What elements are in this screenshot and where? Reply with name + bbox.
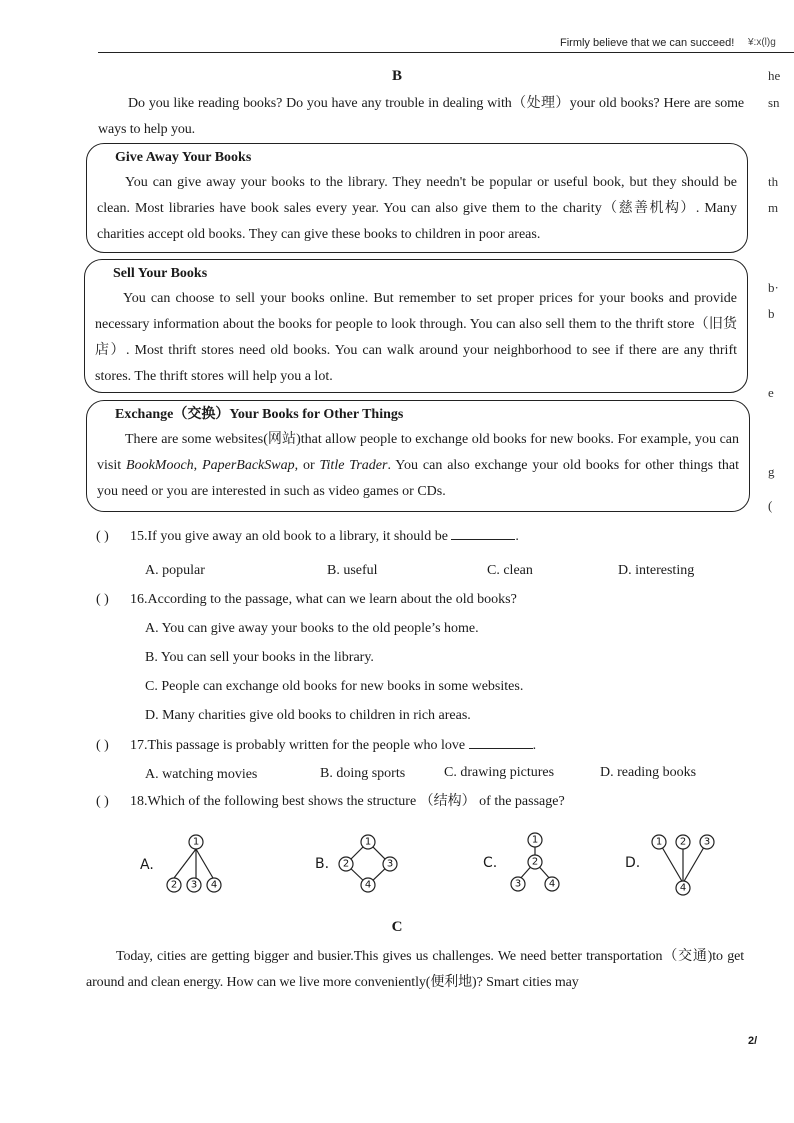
node-3: 3: [514, 878, 522, 890]
punctuation: .: [532, 738, 537, 753]
q16-option-c[interactable]: C. People can exchange old books for new books in some websites.: [145, 679, 524, 694]
section-c-intro: Today, cities are getting bigger and busier.This gives us challenges. We need better transportation（交通)to get around and clean energy. How can we live more conveniently(便利地)? Smart cities may: [86, 949, 744, 990]
structure-diagram-c[interactable]: [505, 828, 575, 893]
node-4: 4: [548, 878, 556, 890]
q17-option-d[interactable]: D. reading books: [600, 765, 697, 780]
answer-blank[interactable]: [469, 735, 533, 749]
edge-letter: sn: [768, 95, 780, 110]
node-2: 2: [342, 858, 350, 870]
q18-option-d-label[interactable]: D.: [625, 855, 641, 871]
separator: , or: [294, 458, 320, 473]
node-3: 3: [386, 858, 394, 870]
site-name: PaperBackSwap: [202, 458, 295, 473]
edge-letter: th: [768, 174, 779, 189]
punctuation: .: [515, 529, 519, 544]
q17-option-a[interactable]: A. watching movies: [145, 767, 258, 782]
q15-option-c[interactable]: C. clean: [487, 563, 533, 578]
node-2: 2: [170, 879, 178, 891]
structure-diagram-a[interactable]: [160, 830, 230, 895]
q15-option-a[interactable]: A. popular: [145, 563, 205, 578]
edge-letter: m: [768, 200, 779, 215]
q18-option-c-label[interactable]: C.: [483, 855, 498, 871]
node-1: 1: [655, 836, 663, 848]
node-1: 1: [364, 836, 372, 848]
node-4: 4: [364, 879, 372, 891]
question-stem: 18.Which of the following best shows the structure （结构） of the passage?: [130, 794, 565, 809]
answer-blank[interactable]: [451, 526, 515, 540]
q16-option-d[interactable]: D. Many charities give old books to children in rich areas.: [145, 708, 471, 723]
edge-letter: e: [768, 385, 774, 400]
q15-option-d[interactable]: D. interesting: [618, 563, 695, 578]
header-motto: Firmly believe that we can succeed!: [560, 37, 735, 49]
structure-diagram-b[interactable]: [335, 830, 405, 895]
page-number: 2/: [748, 1035, 758, 1047]
node-2: 2: [531, 856, 539, 868]
question-18: [96, 792, 565, 812]
question-17: [96, 735, 536, 756]
box-sell: [84, 259, 748, 393]
edge-letter: b·: [768, 280, 779, 295]
node-2: 2: [679, 836, 687, 848]
box-exchange: [86, 400, 750, 512]
q18-option-b-label[interactable]: B.: [315, 856, 330, 872]
box-give-away: [86, 143, 748, 253]
edge-letter: (: [768, 498, 773, 513]
section-b-title: B: [391, 68, 402, 84]
box-body: You can give away your books to the library. They needn't be popular or useful book, but they should be clean. Most libraries have book sales every year. You can also give them to the charity（慈善机构）. Many charities accept old books. They can give these books to children in poor areas.: [97, 175, 737, 242]
q18-option-a-label[interactable]: A.: [140, 857, 154, 873]
box-body: [97, 427, 739, 505]
q17-option-b[interactable]: B. doing sports: [320, 766, 406, 781]
header-code: ¥:x(l)g: [748, 37, 776, 48]
q15-option-b[interactable]: B. useful: [327, 563, 378, 578]
node-1: 1: [531, 834, 539, 846]
header-divider: [98, 52, 794, 53]
box-title: Give Away Your Books: [115, 150, 252, 165]
answer-paren[interactable]: ( ): [96, 794, 109, 809]
q16-option-b[interactable]: B. You can sell your books in the library.: [145, 650, 374, 665]
body-text: There are some websites(网站)that allow people to exchange old books for new books. For example, you can visit: [97, 432, 739, 473]
node-3: 3: [703, 836, 711, 848]
site-name: Title Trader: [319, 458, 388, 473]
node-1: 1: [192, 836, 200, 848]
question-16: [96, 590, 517, 610]
answer-paren[interactable]: ( ): [96, 529, 109, 544]
edge-letter: g: [768, 464, 775, 479]
q16-option-a[interactable]: A. You can give away your books to the old people’s home.: [145, 621, 479, 636]
box-body: You can choose to sell your books online. But remember to set proper prices for your books and provide necessary information about the books for people to look through. You can also sell them to the thrift store（旧货店）. Most thrift stores need old books. You can walk around your neighborhood to see if there are any thrift stores. The thrift stores will help you a lot.: [95, 291, 737, 384]
structure-diagram-d[interactable]: [648, 830, 718, 895]
box-title: Sell Your Books: [113, 266, 208, 281]
question-stem: 16.According to the passage, what can we learn about the old books?: [130, 592, 517, 607]
section-b-intro: Do you like reading books? Do you have any trouble in dealing with（处理）your old books? Here are some ways to help you.: [98, 96, 744, 137]
node-4: 4: [210, 879, 218, 891]
section-c-title: C: [391, 919, 403, 935]
question-15: [96, 526, 519, 547]
question-stem: 17.This passage is probably written for the people who love: [130, 738, 466, 753]
edge-letter: he: [768, 68, 781, 83]
answer-paren[interactable]: ( ): [96, 592, 109, 607]
separator: ,: [193, 458, 203, 473]
body-text: . You can also exchange your old books for other things that you need or you are interested in such as video games or CDs.: [97, 458, 739, 499]
node-3: 3: [190, 879, 198, 891]
question-stem: 15.If you give away an old book to a library, it should be: [130, 529, 448, 544]
edge-letter: b: [768, 306, 775, 321]
q17-option-c[interactable]: C. drawing pictures: [444, 765, 555, 780]
box-title: Exchange（交换）Your Books for Other Things: [115, 407, 404, 422]
answer-paren[interactable]: ( ): [96, 738, 109, 753]
node-4: 4: [679, 882, 687, 894]
site-name: BookMooch: [126, 458, 194, 473]
